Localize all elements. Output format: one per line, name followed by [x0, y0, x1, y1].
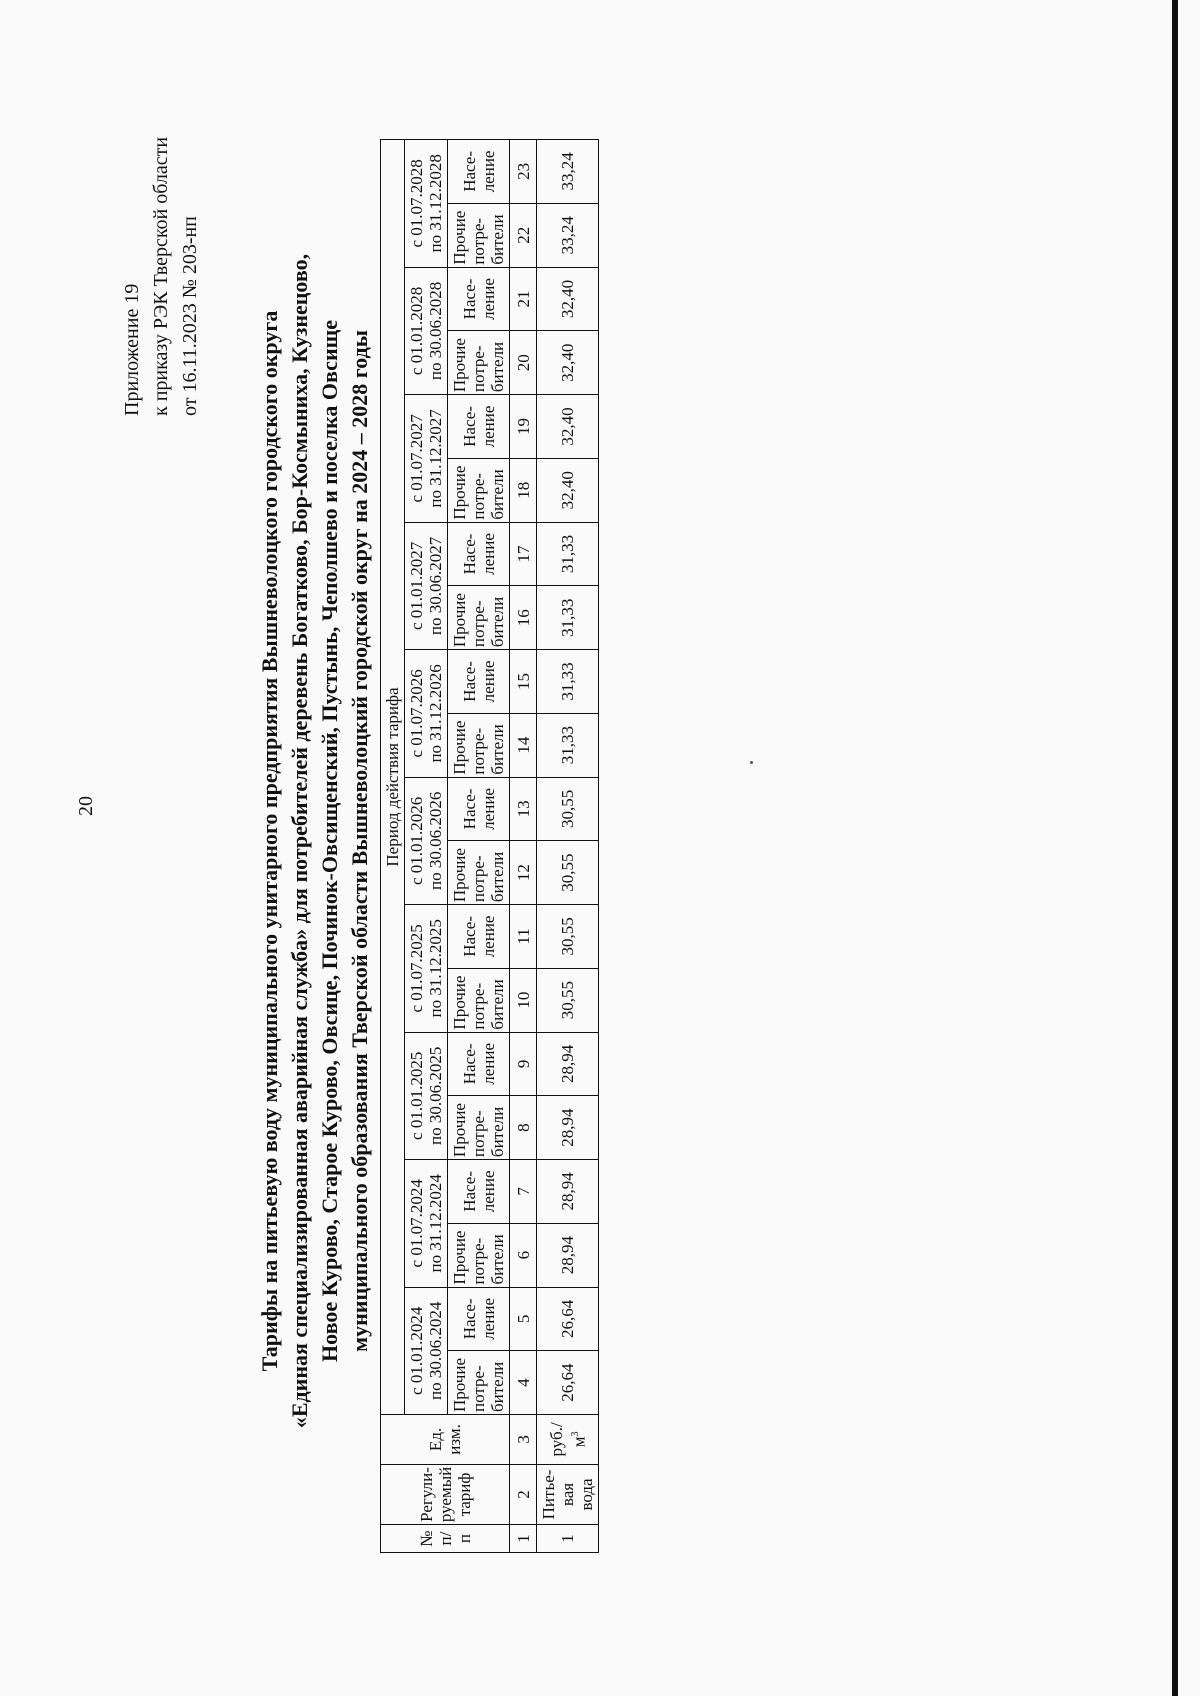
header-row [381, 140, 405, 1553]
header-population: Насе- ление [448, 522, 510, 586]
tariff-value-cell: 31,33 [537, 586, 599, 650]
consumer-type-row [448, 140, 510, 1553]
header-number-label: п/п [435, 1531, 474, 1546]
header-population: Насе- ление [448, 1160, 510, 1224]
column-index-cell: 16 [510, 586, 537, 650]
column-index-cell: 21 [510, 267, 537, 331]
period-cell: с 01.07.2024 по 31.12.2024 [405, 1160, 448, 1287]
tariff-value-cell: 31,33 [537, 713, 599, 777]
column-index-cell: 20 [510, 331, 537, 395]
title-line: Тарифы на питьевую воду муниципального унитарного предприятия Вышневолоцкого городского округа [257, 310, 282, 1372]
column-index-cell: 14 [510, 713, 537, 777]
tariff-value-cell: 26,64 [537, 1351, 599, 1415]
tariff-value-cell: 32,40 [537, 395, 599, 459]
period-cell: с 01.01.2027 по 30.06.2027 [405, 522, 448, 649]
header-population: Насе- ление [448, 395, 510, 459]
column-index-cell: 11 [510, 905, 537, 969]
header-population: Насе- ление [448, 650, 510, 714]
header-number-label: № [416, 1530, 436, 1547]
tariff-value-cell: 30,55 [537, 968, 599, 1032]
header-population: Насе- ление [448, 267, 510, 331]
period-cell: с 01.01.2026 по 30.06.2026 [405, 777, 448, 904]
header-tariff-cell [381, 1464, 510, 1524]
tariff-value-cell: 33,24 [537, 203, 599, 267]
header-population: Насе- ление [448, 140, 510, 204]
header-other-consumers: Прочие потре- бители [448, 458, 510, 522]
period-group-header: Период действия тарифа [381, 140, 405, 1415]
annex-line: Приложение 19 [121, 283, 143, 416]
tariff-name-cell: Питье- вая вода [537, 1464, 599, 1524]
column-index-cell: 23 [510, 140, 537, 204]
column-index-cell: 10 [510, 968, 537, 1032]
unit-cell: руб./ $м^3$ [537, 1415, 599, 1465]
header-other-consumers: Прочие потре- бители [448, 203, 510, 267]
header-other-consumers: Прочие потре- бители [448, 1223, 510, 1287]
column-index-cell: 9 [510, 1032, 537, 1096]
header-other-consumers: Прочие потре- бители [448, 586, 510, 650]
column-index-cell: 1 [510, 1525, 537, 1553]
column-index-cell: 18 [510, 458, 537, 522]
header-unit-label: Ед. [426, 1427, 445, 1452]
header-other-consumers: Прочие потре- бители [448, 968, 510, 1032]
header-other-consumers: Прочие потре- бители [448, 331, 510, 395]
column-index-cell: 7 [510, 1160, 537, 1224]
tariff-value-cell: 28,94 [537, 1223, 599, 1287]
annex-line: от 16.11.2023 № 203-нп [179, 216, 201, 416]
title-line: «Единая специализированная аварийная служба» для потребителей деревень Богатково, Бор-Космыниха, Кузнецово, [287, 253, 312, 1429]
column-index-row [510, 140, 537, 1553]
header-tariff-label: тариф [454, 1472, 474, 1517]
column-index-cell: 15 [510, 650, 537, 714]
tariff-value-cell: 28,94 [537, 1096, 599, 1160]
tariff-value-cell: 30,55 [537, 905, 599, 969]
column-index-cell: 5 [510, 1287, 537, 1351]
column-index-cell: 13 [510, 777, 537, 841]
header-other-consumers: Прочие потре- бители [448, 1351, 510, 1415]
column-index-cell: 8 [510, 1096, 537, 1160]
header-population: Насе- ление [448, 1032, 510, 1096]
header-other-consumers: Прочие потре- бители [448, 713, 510, 777]
period-cell: с 01.07.2028 по 31.12.2028 [405, 140, 448, 268]
header-tariff-label: Регули- [416, 1467, 436, 1522]
column-index-cell: 4 [510, 1351, 537, 1415]
column-index-cell: 2 [510, 1464, 537, 1524]
table-row [537, 140, 599, 1553]
row-number: 1 [537, 1525, 599, 1553]
column-index-cell: 12 [510, 841, 537, 905]
tariff-value-cell: 32,40 [537, 458, 599, 522]
column-index-cell: 3 [510, 1415, 537, 1465]
header-other-consumers: Прочие потре- бители [448, 1096, 510, 1160]
period-cell: с 01.07.2025 по 31.12.2025 [405, 905, 448, 1032]
document-title [255, 176, 375, 1506]
annex-reference [118, 137, 205, 416]
header-number-cell [381, 1525, 510, 1553]
column-index-cell: 19 [510, 395, 537, 459]
period-cell: с 01.07.2027 по 31.12.2027 [405, 395, 448, 522]
page-number: 20 [75, 796, 97, 816]
header-population: Насе- ление [448, 905, 510, 969]
tariff-value-cell: 33,24 [537, 140, 599, 204]
tariff-value-cell: 31,33 [537, 650, 599, 714]
title-line: муниципального образования Тверской области Вышневолоцкий городской округ на 2024 – 2028 годы [347, 330, 372, 1352]
period-cell: с 01.07.2026 по 31.12.2026 [405, 650, 448, 777]
header-population: Насе- ление [448, 1287, 510, 1351]
tariff-value-cell: 28,94 [537, 1032, 599, 1096]
scan-edge-line [1172, 0, 1178, 1696]
tariff-value-cell: 32,40 [537, 331, 599, 395]
column-index-cell: 6 [510, 1223, 537, 1287]
annex-line: к приказу РЭК Тверской области [150, 136, 172, 416]
column-index-cell: 17 [510, 522, 537, 586]
tariff-value-cell: 31,33 [537, 522, 599, 586]
scan-speck [750, 761, 753, 764]
header-unit-label: изм. [445, 1424, 464, 1455]
tariff-value-cell: 30,55 [537, 841, 599, 905]
period-cell: с 01.01.2028 по 30.06.2028 [405, 267, 448, 394]
header-population: Насе- ление [448, 777, 510, 841]
tariff-value-cell: 32,40 [537, 267, 599, 331]
header-tariff-label: руемый [435, 1466, 455, 1523]
period-row [405, 140, 448, 1553]
column-index-cell: 22 [510, 203, 537, 267]
tariff-value-cell: 30,55 [537, 777, 599, 841]
tariff-value-cell: 26,64 [537, 1287, 599, 1351]
tariff-value-cell: 28,94 [537, 1160, 599, 1224]
title-line: Новое Курово, Старое Курово, Овсице, Починок-Овсищенский, Пустынь, Чеполшево и поселка Овсище [317, 320, 342, 1362]
tariff-table [380, 139, 599, 1553]
header-unit-cell [381, 1415, 510, 1465]
period-cell: с 01.01.2025 по 30.06.2025 [405, 1032, 448, 1159]
period-cell: с 01.01.2024 по 30.06.2024 [405, 1287, 448, 1414]
header-other-consumers: Прочие потре- бители [448, 841, 510, 905]
